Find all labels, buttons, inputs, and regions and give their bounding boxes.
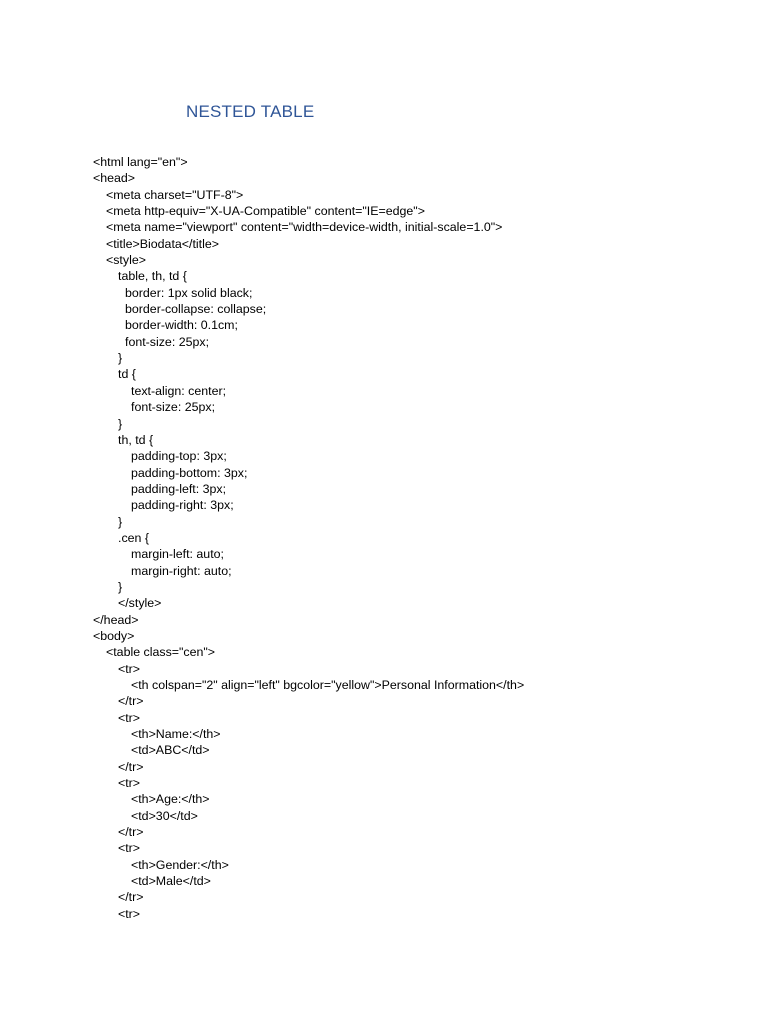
code-line: padding-left: 3px; [131,481,227,496]
code-line: border: 1px solid black; [125,285,253,300]
code-line: table, th, td { [118,269,187,284]
code-line: } [118,416,123,431]
code-line: td { [118,367,136,382]
code-line: <tr> [118,776,141,791]
code-line: .cen { [118,530,150,545]
code-line: margin-right: auto; [131,563,232,578]
code-line: <tr> [118,661,141,676]
code-line: </head> [93,612,139,627]
code-line: <th>Name:</th> [131,727,221,742]
code-line: text-align: center; [131,383,227,398]
code-line: <meta http-equiv="X-UA-Compatible" content="IE=edge"> [106,204,425,219]
code-line: border-collapse: collapse; [125,302,267,317]
code-line: padding-right: 3px; [131,498,234,513]
code-line: <td>ABC</td> [131,743,210,758]
document-title: NESTED TABLE [186,102,315,121]
code-line: padding-bottom: 3px; [131,465,248,480]
code-line: <html lang="en"> [93,155,188,169]
code-line: <th>Gender:</th> [131,857,229,872]
code-line: padding-top: 3px; [131,449,227,464]
code-line: font-size: 25px; [131,400,216,415]
code-line: } [118,351,123,366]
code-line: </tr> [118,890,144,905]
code-line: </tr> [118,825,144,840]
code-line: <td>30</td> [131,808,198,823]
code-line: th, td { [118,432,154,447]
code-line: <tr> [118,710,141,725]
code-listing [93,154,733,922]
code-line: <title>Biodata</title> [106,236,219,251]
code-line: <tr> [118,906,141,921]
code-line: </tr> [118,694,144,709]
code-line: <body> [93,628,135,643]
code-line: <th colspan="2" align="left" bgcolor="yellow">Personal Information</th> [131,678,525,692]
code-line: <style> [106,253,146,268]
code-line: <tr> [118,841,141,856]
code-line: border-width: 0.1cm; [125,318,238,333]
code-line: margin-left: auto; [131,547,224,562]
code-line: <td>Male</td> [131,874,211,889]
code-line: </tr> [118,759,144,774]
code-line: <head> [93,171,136,186]
code-line: </style> [118,596,162,611]
code-line: <th>Age:</th> [131,792,210,807]
code-line: <meta name="viewport" content="width=device-width, initial-scale=1.0"> [106,220,503,235]
code-line: } [118,514,123,529]
code-line: } [118,579,123,594]
code-line: <meta charset="UTF-8"> [106,187,244,202]
code-line: font-size: 25px; [125,334,210,349]
code-line: <table class="cen"> [106,645,216,660]
